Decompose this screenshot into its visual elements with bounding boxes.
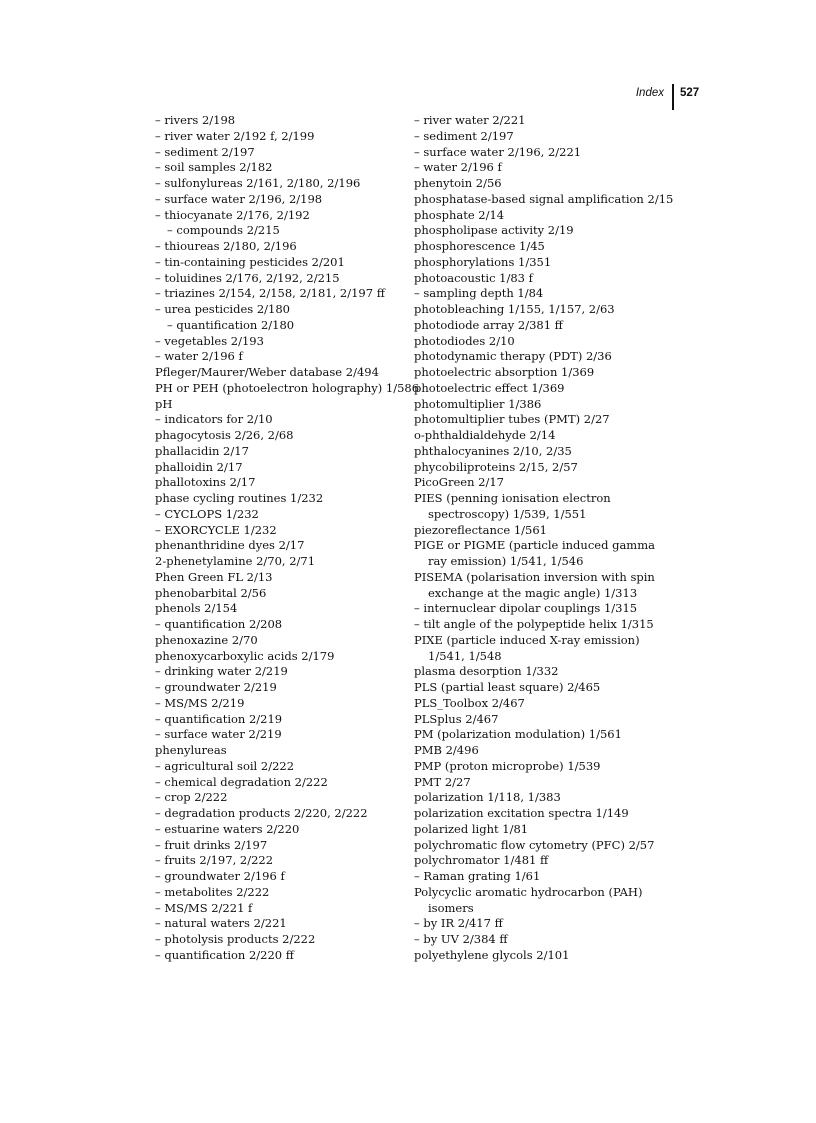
- header-rule: [672, 84, 674, 110]
- index-entry: – MS/MS 2/219: [155, 695, 245, 710]
- index-entry: – indicators for 2/10: [155, 412, 273, 427]
- index-entry: phosphorescence 1/45: [414, 239, 545, 253]
- index-entry: – surface water 2/196, 2/198: [155, 191, 323, 206]
- index-entry: – toluidines 2/176, 2/192, 2/215: [155, 270, 340, 285]
- index-entry: – quantification 2/220 ff: [155, 947, 294, 962]
- index-entry: – sediment 2/197: [414, 128, 514, 143]
- index-entry: – quantification 2/219: [155, 711, 283, 726]
- index-entry: photoelectric effect 1/369: [414, 380, 565, 395]
- index-entry: photomultiplier 1/386: [414, 396, 542, 411]
- index-entry: – tin-containing pesticides 2/201: [155, 254, 345, 269]
- index-entry: – compounds 2/215: [167, 223, 280, 238]
- index-entry: – chemical degradation 2/222: [155, 774, 328, 789]
- index-entry: polyethylene glycols 2/101: [414, 947, 570, 962]
- index-entry: – groundwater 2/196 f: [155, 869, 285, 883]
- index-entry: polarized light 1/81: [414, 821, 529, 836]
- index-entry: – tilt angle of the polypeptide helix 1/315: [414, 617, 654, 631]
- index-entry: PIXE (particle induced X-ray emission) 1/541, 1/548: [414, 632, 640, 663]
- index-entry: – river water 2/221: [414, 113, 526, 127]
- index-entry: phenobarbital 2/56: [155, 585, 267, 600]
- index-entry: phenoxycarboxylic acids 2/179: [155, 648, 335, 663]
- index-entry: plasma desorption 1/332: [414, 664, 559, 679]
- index-entry: photoacoustic 1/83 f: [414, 270, 533, 285]
- index-entry: PLS_Toolbox 2/467: [414, 695, 525, 710]
- index-entry: photobleaching 1/155, 1/157, 2/63: [414, 302, 615, 316]
- index-entry: – thiocyanate 2/176, 2/192: [155, 207, 310, 222]
- index-entry: polarization excitation spectra 1/149: [414, 806, 629, 820]
- index-entry: polychromator 1/481 ff: [414, 853, 549, 868]
- index-entry: photodynamic therapy (PDT) 2/36: [414, 349, 612, 364]
- index-entry: phallotoxins 2/17: [155, 475, 256, 490]
- index-entry: phenanthridine dyes 2/17: [155, 538, 305, 553]
- index-entry: phthalocyanines 2/10, 2/35: [414, 443, 572, 458]
- index-entry: – sulfonylureas 2/161, 2/180, 2/196: [155, 176, 361, 190]
- index-entry: polychromatic flow cytometry (PFC) 2/57: [414, 837, 655, 852]
- index-entry: PMB 2/496: [414, 743, 479, 757]
- index-entry: – photolysis products 2/222: [155, 932, 316, 946]
- index-entry: 2-phenetylamine 2/70, 2/71: [155, 554, 316, 568]
- index-entry: – triazines 2/154, 2/158, 2/181, 2/197 ff: [155, 286, 385, 301]
- index-entry: – natural waters 2/221: [155, 916, 287, 931]
- index-entry: – CYCLOPS 1/232: [155, 506, 259, 521]
- index-entry: – degradation products 2/220, 2/222: [155, 806, 368, 820]
- index-entry: polarization 1/118, 1/383: [414, 790, 561, 805]
- running-header: [620, 84, 720, 110]
- index-entry: – quantification 2/180: [167, 317, 295, 332]
- index-entry: – EXORCYCLE 1/232: [155, 522, 277, 537]
- index-entry: phenols 2/154: [155, 601, 238, 616]
- index-entry: – sampling depth 1/84: [414, 286, 544, 301]
- index-entry: – MS/MS 2/221 f: [155, 900, 253, 915]
- index-entry: o-phthaldialdehyde 2/14: [414, 428, 556, 442]
- index-entry: phallacidin 2/17: [155, 443, 249, 458]
- index-entry: PMT 2/27: [414, 774, 471, 789]
- index-entry: – soil samples 2/182: [155, 160, 273, 175]
- index-entry: PicoGreen 2/17: [414, 475, 504, 490]
- index-entry: PIGE or PIGME (particle induced gamma ray emission) 1/541, 1/546: [414, 538, 655, 568]
- index-entry: – urea pesticides 2/180: [155, 302, 290, 316]
- index-entry: PLSplus 2/467: [414, 711, 499, 726]
- index-entry: – estuarine waters 2/220: [155, 821, 300, 836]
- index-entry: – rivers 2/198: [155, 113, 236, 127]
- index-entry: – surface water 2/196, 2/221: [414, 144, 582, 159]
- index-entry: – internuclear dipolar couplings 1/315: [414, 601, 638, 616]
- index-entry: PH or PEH (photoelectron holography) 1/586: [155, 380, 420, 395]
- index-entry: – sediment 2/197: [155, 144, 255, 159]
- index-entry: phenoxazine 2/70: [155, 632, 258, 647]
- index-entry: – quantification 2/208: [155, 617, 283, 631]
- index-entry: – water 2/196 f: [414, 160, 502, 175]
- index-entry: PM (polarization modulation) 1/561: [414, 727, 622, 742]
- index-entry: piezoreflectance 1/561: [414, 522, 547, 537]
- index-entry: – fruits 2/197, 2/222: [155, 853, 274, 868]
- index-entry: photomultiplier tubes (PMT) 2/27: [414, 412, 610, 427]
- index-entry: – water 2/196 f: [155, 349, 243, 364]
- index-entry: photodiodes 2/10: [414, 333, 515, 348]
- index-entry: PLS (partial least square) 2/465: [414, 680, 601, 694]
- index-entry: PISEMA (polarisation inversion with spin exchange at the magic angle) 1/313: [414, 569, 655, 600]
- index-entry: Pfleger/Maurer/Weber database 2/494: [155, 365, 379, 379]
- index-entry: PIES (penning ionisation electron spectroscopy) 1/539, 1/551: [414, 491, 611, 521]
- index-column-left: [155, 113, 420, 964]
- index-entry: photoelectric absorption 1/369: [414, 365, 595, 379]
- index-entry: phase cycling routines 1/232: [155, 491, 324, 505]
- index-entry: – fruit drinks 2/197: [155, 837, 268, 852]
- index-entry: PMP (proton microprobe) 1/539: [414, 758, 601, 773]
- index-entry: phenytoin 2/56: [414, 176, 502, 190]
- index-entry: – Raman grating 1/61: [414, 869, 541, 883]
- index-entry: – drinking water 2/219: [155, 664, 288, 679]
- index-entry: Polycyclic aromatic hydrocarbon (PAH) isomers: [414, 884, 643, 915]
- index-entry: – by UV 2/384 ff: [414, 932, 508, 946]
- index-entry: – river water 2/192 f, 2/199: [155, 128, 315, 143]
- index-entry: – by IR 2/417 ff: [414, 916, 503, 931]
- index-entry: phycobiliproteins 2/15, 2/57: [414, 459, 578, 474]
- index-entry: – surface water 2/219: [155, 727, 282, 742]
- index-entry: – thioureas 2/180, 2/196: [155, 239, 297, 253]
- page-number: 527: [680, 87, 700, 99]
- index-column-right: [414, 113, 674, 964]
- index-entry: phosphatase-based signal amplification 2/15: [414, 191, 674, 206]
- index-entry: phagocytosis 2/26, 2/68: [155, 428, 294, 442]
- index-entry: phosphorylations 1/351: [414, 254, 552, 269]
- index-entry: phosphate 2/14: [414, 207, 505, 222]
- section-label: Index: [635, 87, 664, 99]
- index-entry: – crop 2/222: [155, 790, 228, 805]
- index-entry: – vegetables 2/193: [155, 333, 264, 348]
- index-entry: – metabolites 2/222: [155, 884, 270, 899]
- index-entry: phospholipase activity 2/19: [414, 223, 574, 238]
- index-entry: phalloidin 2/17: [155, 459, 243, 474]
- index-entry: photodiode array 2/381 ff: [414, 317, 563, 332]
- index-entry: phenylureas: [155, 743, 227, 757]
- index-entry: – groundwater 2/219: [155, 680, 277, 694]
- index-entry: pH: [155, 396, 173, 411]
- index-entry: Phen Green FL 2/13: [155, 569, 273, 584]
- index-entry: – agricultural soil 2/222: [155, 758, 295, 773]
